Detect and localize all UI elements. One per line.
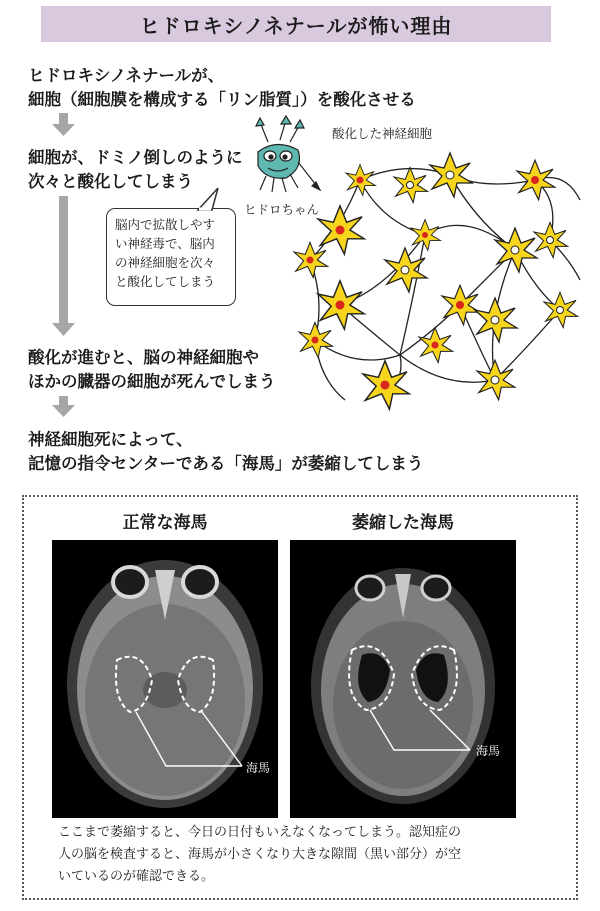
- bubble-tail: [190, 186, 230, 216]
- step-2-line2: 次々と酸化してしまう: [28, 172, 193, 191]
- comparison-caption: [58, 822, 558, 888]
- speech-bubble: [106, 208, 236, 306]
- caption-line-2: 人の脳を検査すると、海馬が小さくなり大きな隙間（黒い部分）が空: [58, 847, 462, 862]
- step-4-line2: 記憶の指令センターである「海馬」が萎縮してしまう: [28, 454, 424, 473]
- neuron-cell: [475, 298, 517, 342]
- normal-hippocampus-title: 正常な海馬: [122, 513, 208, 533]
- normal-hippocampus-label: 海馬: [246, 761, 271, 775]
- neuron-cell: [346, 165, 375, 196]
- neuron-cell: [495, 228, 537, 272]
- neuron-cell: [419, 327, 453, 362]
- atrophied-brain-mri-image: [290, 540, 516, 818]
- bubble-line-3: の神経細胞を次々: [115, 255, 216, 270]
- atrophied-hippocampus-title: 萎縮した海馬: [352, 513, 454, 533]
- step-3-line2: ほかの臓器の細胞が死んでしまう: [28, 372, 276, 391]
- caption-line-3: いているのが確認できる。: [58, 869, 215, 884]
- neuron-network-illustration: [285, 140, 585, 420]
- neuron-cell: [318, 281, 364, 329]
- neuron-cell: [363, 361, 409, 409]
- page-title: ヒドロキシノネナールが怖い理由: [139, 13, 453, 38]
- neuron-cells: [294, 153, 578, 409]
- bubble-line-1: 脳内で拡散しやす: [115, 217, 216, 232]
- step-1-line1: ヒドロキシノネナールが、: [28, 66, 225, 85]
- atrophied-brain-scan: [290, 540, 516, 818]
- neuron-cell: [318, 206, 364, 254]
- neuron-cell: [517, 160, 555, 200]
- character-label: ヒドロちゃん: [244, 202, 320, 217]
- caption-line-1: ここまで萎縮すると、今日の日付もいえなくなってしまう。認知症の: [58, 825, 462, 840]
- step-1-line2: 細胞（細胞膜を構成する「リン脂質」）を酸化させる: [28, 90, 416, 109]
- neuron-cell: [294, 242, 328, 277]
- bubble-line-2: い神経毒で、脳内: [115, 236, 215, 251]
- bubble-line-4: と酸化してしまう: [115, 274, 216, 289]
- normal-brain-scan: [52, 540, 278, 818]
- step-4-line1: 神経細胞死によって、: [28, 430, 193, 449]
- neuron-cell: [411, 220, 440, 251]
- down-arrow-icon: [52, 113, 75, 136]
- neuron-cell: [534, 222, 568, 257]
- down-arrow-icon: [52, 396, 75, 417]
- atrophied-hippocampus-label: 海馬: [476, 744, 501, 758]
- neuron-cell: [394, 167, 428, 202]
- step-2-line1: 細胞が、ドミノ倒しのように: [28, 148, 243, 167]
- normal-brain-mri-image: [52, 540, 278, 818]
- neuron-cell: [430, 153, 472, 197]
- step-3-line1: 酸化が進むと、脳の神経細胞や: [28, 348, 259, 367]
- down-arrow-icon: [52, 196, 75, 336]
- neuron-cell: [299, 322, 333, 357]
- neuron-label: 酸化した神経細胞: [332, 126, 433, 141]
